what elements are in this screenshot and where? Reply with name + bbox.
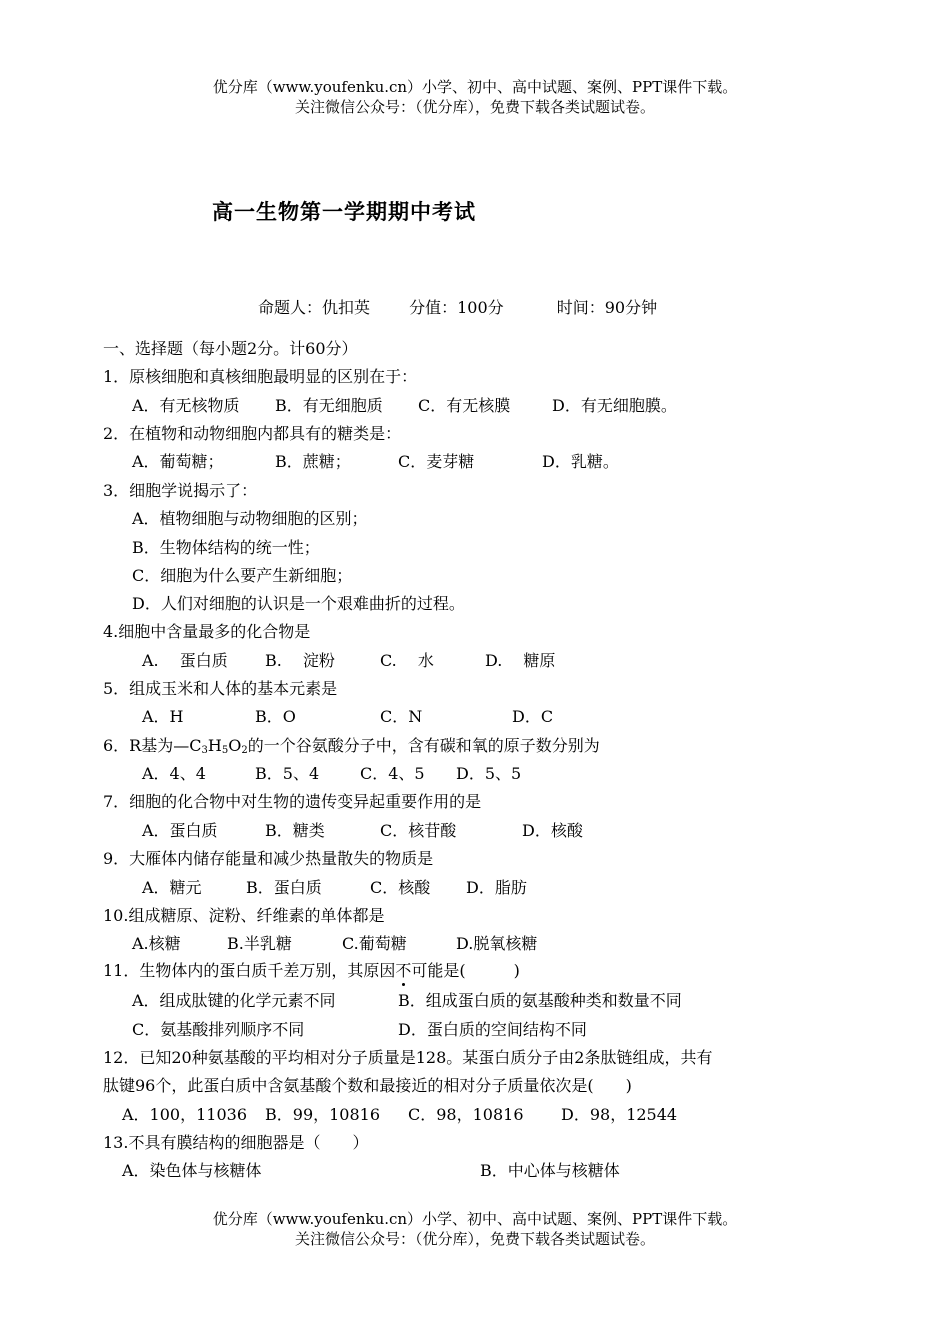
header-line-1: 优分库（www.youfenku.cn）小学、初中、高中试题、案例、PPT课件下载。 <box>212 78 738 96</box>
q7-option-d: D．核酸 <box>522 821 583 840</box>
q9-stem: 9．大雁体内储存能量和减少热量散失的物质是 <box>103 849 434 868</box>
q11-option-d: D．蛋白质的空间结构不同 <box>398 1020 587 1039</box>
q6-option-d: D．5、5 <box>456 764 522 783</box>
q4-option-b: B. 淀粉 <box>265 651 335 670</box>
q11-stem-post: 可能是( ) <box>411 961 520 980</box>
q7-stem: 7．细胞的化合物中对生物的遗传变异起重要作用的是 <box>103 792 482 811</box>
meta-time: 时间：90分钟 <box>556 298 658 317</box>
q6-stem-pre: 6．R基为—C <box>103 736 202 755</box>
q11-stem-pre: 11．生物体内的蛋白质千差万别，其原因 <box>103 961 396 980</box>
q3-option-a: A．植物细胞与动物细胞的区别； <box>132 509 368 528</box>
q2-stem: 2．在植物和动物细胞内都具有的糖类是： <box>103 424 402 443</box>
q5-option-c: C．N <box>380 707 423 726</box>
q4-stem: 4.细胞中含量最多的化合物是 <box>103 622 311 641</box>
q1-option-d: D．有无细胞膜。 <box>552 396 677 415</box>
q4-option-c: C. 水 <box>380 651 434 670</box>
q12-option-b: B．99，10816 <box>265 1105 381 1124</box>
q1-option-c: C．有无核膜 <box>418 396 511 415</box>
section-heading: 一、选择题（每小题2分。计60分） <box>103 339 358 358</box>
footer-banner <box>0 1209 950 1249</box>
q12-option-a: A．100，11036 <box>122 1105 247 1124</box>
q5-option-b: B．O <box>255 707 296 726</box>
q3-stem: 3．细胞学说揭示了： <box>103 481 258 500</box>
q2-option-b: B．蔗糖； <box>275 452 351 471</box>
q13-option-a: A．染色体与核糖体 <box>122 1161 262 1180</box>
meta-author: 命题人：仇扣英 <box>258 298 371 317</box>
q2-option-d: D．乳糖。 <box>542 452 619 471</box>
q11-option-b: B．组成蛋白质的氨基酸种类和数量不同 <box>398 991 682 1010</box>
footer-line-2: 关注微信公众号：（优分库），免费下载各类试题试卷。 <box>294 1230 655 1248</box>
q4-option-d: D. 糖原 <box>485 651 556 670</box>
q4-option-a: A. 蛋白质 <box>142 651 228 670</box>
q2-option-a: A．葡萄糖； <box>132 452 224 471</box>
q6-stem-post: 的一个谷氨酸分子中，含有碳和氧的原子数分别为 <box>247 736 600 755</box>
q10-stem: 10.组成糖原、淀粉、纤维素的单体都是 <box>103 906 385 925</box>
q9-option-c: C．核酸 <box>370 878 431 897</box>
q11-option-a: A．组成肽键的化学元素不同 <box>132 991 336 1010</box>
q7-option-c: C．核苷酸 <box>380 821 457 840</box>
q10-option-b: B.半乳糖 <box>227 934 292 953</box>
q6-stem <box>103 734 600 763</box>
q10-option-d: D.脱氧核糖 <box>456 934 538 953</box>
q9-option-a: A．糖元 <box>142 878 202 897</box>
q6-option-c: C．4、5 <box>360 764 425 783</box>
meta-score: 分值：100分 <box>409 298 504 317</box>
q13-option-b: B．中心体与核糖体 <box>480 1161 620 1180</box>
q6-sub-2: 5 <box>221 745 229 756</box>
q5-option-a: A．H <box>142 707 184 726</box>
q10-option-a: A.核糖 <box>132 934 181 953</box>
exam-meta <box>258 296 657 320</box>
q9-option-d: D．脂肪 <box>466 878 527 897</box>
header-banner <box>0 77 950 117</box>
q12-option-c: C．98，10816 <box>408 1105 524 1124</box>
q11-option-c: C．氨基酸排列顺序不同 <box>132 1020 305 1039</box>
q12-stem-line-1: 12．已知20种氨基酸的平均相对分子质量是128。某蛋白质分子由2条肽链组成，共有 <box>103 1048 713 1067</box>
q12-option-d: D．98，12544 <box>561 1105 678 1124</box>
q6-stem-h: H <box>207 736 222 755</box>
q5-stem: 5．组成玉米和人体的基本元素是 <box>103 679 338 698</box>
q6-stem-o: O <box>228 736 242 755</box>
q6-sub-3: 2 <box>241 745 248 756</box>
q3-option-c: C．细胞为什么要产生新细胞； <box>132 566 353 585</box>
q1-stem: 1．原核细胞和真核细胞最明显的区别在于： <box>103 367 418 386</box>
q11-stem <box>103 959 520 983</box>
q3-option-b: B．生物体结构的统一性； <box>132 538 320 557</box>
q13-stem: 13.不具有膜结构的细胞器是（ ） <box>103 1133 369 1152</box>
footer-line-1: 优分库（www.youfenku.cn）小学、初中、高中试题、案例、PPT课件下载。 <box>212 1210 738 1228</box>
q6-option-b: B．5、4 <box>255 764 320 783</box>
q3-option-d: D．人们对细胞的认识是一个艰难曲折的过程。 <box>132 594 465 613</box>
q7-option-b: B．糖类 <box>265 821 325 840</box>
header-line-2: 关注微信公众号：（优分库），免费下载各类试题试卷。 <box>294 98 655 116</box>
q11-stem-emphasis: 不 <box>395 961 412 980</box>
exam-title: 高一生物第一学期期中考试 <box>212 199 476 224</box>
q9-option-b: B．蛋白质 <box>246 878 322 897</box>
q12-stem-line-2: 肽键96个，此蛋白质中含氨基酸个数和最接近的相对分子质量依次是( ) <box>103 1076 632 1095</box>
q6-sub-1: 3 <box>201 745 208 756</box>
q1-option-b: B．有无细胞质 <box>275 396 383 415</box>
q1-option-a: A．有无核物质 <box>132 396 240 415</box>
q10-option-c: C.葡萄糖 <box>342 934 407 953</box>
q2-option-c: C．麦芽糖 <box>398 452 475 471</box>
q6-option-a: A．4、4 <box>142 764 206 783</box>
q5-option-d: D．C <box>512 707 554 726</box>
q7-option-a: A．蛋白质 <box>142 821 218 840</box>
